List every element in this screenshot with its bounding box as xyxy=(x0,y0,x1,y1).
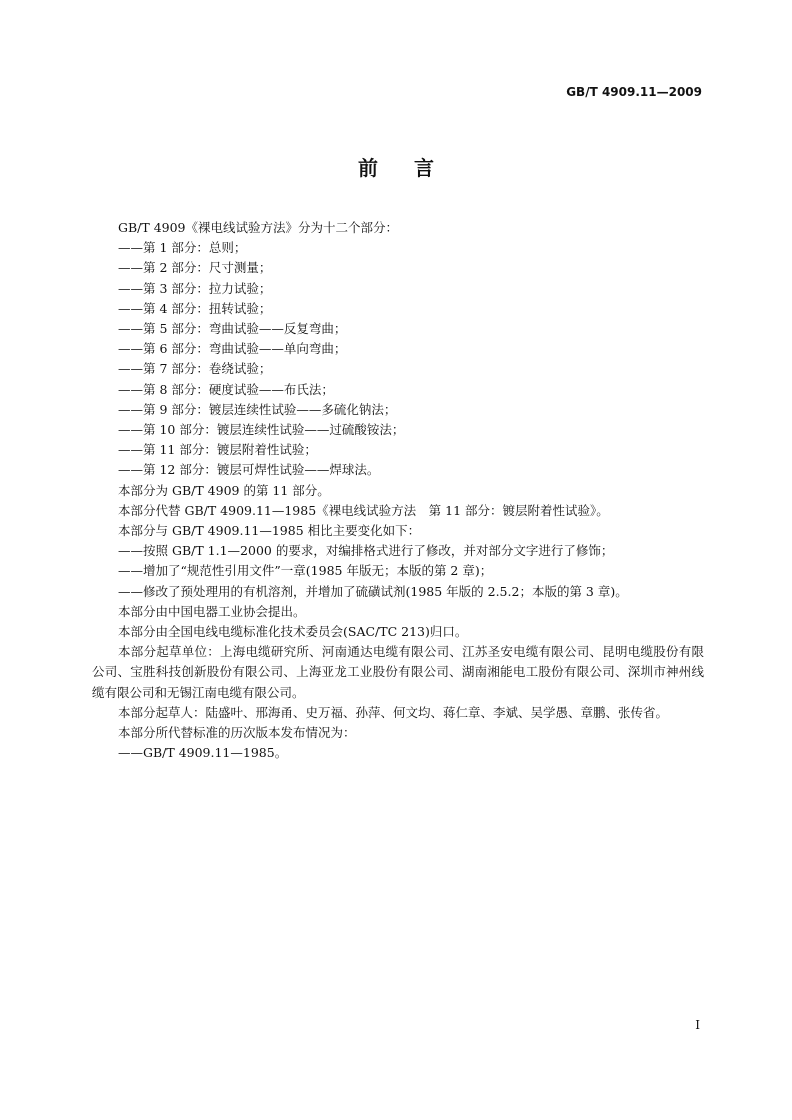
list-item-part-3: ——第 3 部分：拉力试验； xyxy=(118,280,272,296)
list-item-part-5: ——第 5 部分：弯曲试验——反复弯曲； xyxy=(118,321,347,337)
page-title: 前言 xyxy=(358,156,470,180)
list-item-change-1: ——按照 GB/T 1.1—2000 的要求，对编排格式进行了修改，并对部分文字进行了修饰； xyxy=(118,543,614,559)
paragraph-administrator: 本部分由全国电线电缆标准化技术委员会(SAC/TC 213)归口。 xyxy=(118,624,468,640)
list-item-part-8: ——第 8 部分：硬度试验——布氏法； xyxy=(118,381,334,397)
list-item-part-9: ——第 9 部分：镀层连续性试验——多硫化钠法； xyxy=(118,401,397,417)
list-item-part-2: ——第 2 部分：尺寸测量； xyxy=(118,260,272,276)
list-item-part-11: ——第 11 部分：镀层附着性试验； xyxy=(118,442,317,458)
list-item-change-3: ——修改了预处理用的有机溶剂，并增加了硫磺试剂(1985 年版的 2.5.2；本版的第 3 章)。 xyxy=(118,583,628,599)
paragraph-history: 本部分所代替标准的历次版本发布情况为： xyxy=(118,725,356,741)
paragraph-scope: 本部分为 GB/T 4909 的第 11 部分。 xyxy=(118,482,330,498)
list-item-part-1: ——第 1 部分：总则； xyxy=(118,240,247,256)
foreword-body xyxy=(92,218,704,763)
list-item-history-1: ——GB/T 4909.11—1985。 xyxy=(118,745,288,761)
paragraph-drafters: 本部分起草人：陆盛叶、邢海甬、史万福、孙萍、何文均、蒋仁章、李斌、吴学愚、章鹏、张传省。 xyxy=(118,704,669,720)
paragraph-replaces: 本部分代替 GB/T 4909.11—1985《裸电线试验方法 第 11 部分：镀层附着性试验》。 xyxy=(118,502,609,518)
list-item-part-7: ——第 7 部分：卷绕试验； xyxy=(118,361,272,377)
standard-number: GB/T 4909.11—2009 xyxy=(566,85,702,99)
paragraph-intro: GB/T 4909《裸电线试验方法》分为十二个部分： xyxy=(118,220,399,235)
paragraph-changes: 本部分与 GB/T 4909.11—1985 相比主要变化如下： xyxy=(118,523,421,539)
list-item-part-4: ——第 4 部分：扭转试验； xyxy=(118,300,272,316)
list-item-part-10: ——第 10 部分：镀层连续性试验——过硫酸铵法； xyxy=(118,422,405,438)
page-number: I xyxy=(695,1018,700,1032)
paragraph-drafting-units: 本部分起草单位：上海电缆研究所、河南通达电缆有限公司、江苏圣安电缆有限公司、昆明电缆股份有限公司、宝胜科技创新股份有限公司、上海亚龙工业股份有限公司、湖南湘能电工股份有限公司、深圳市神州线缆有限公司和无锡江南电缆有限公司。 xyxy=(92,644,704,700)
list-item-change-2: ——增加了“规范性引用文件”一章(1985 年版无；本版的第 2 章)； xyxy=(118,563,493,579)
list-item-part-12: ——第 12 部分：镀层可焊性试验——焊球法。 xyxy=(118,462,380,478)
list-item-part-6: ——第 6 部分：弯曲试验——单向弯曲； xyxy=(118,341,347,357)
paragraph-proposer: 本部分由中国电器工业协会提出。 xyxy=(118,603,306,619)
